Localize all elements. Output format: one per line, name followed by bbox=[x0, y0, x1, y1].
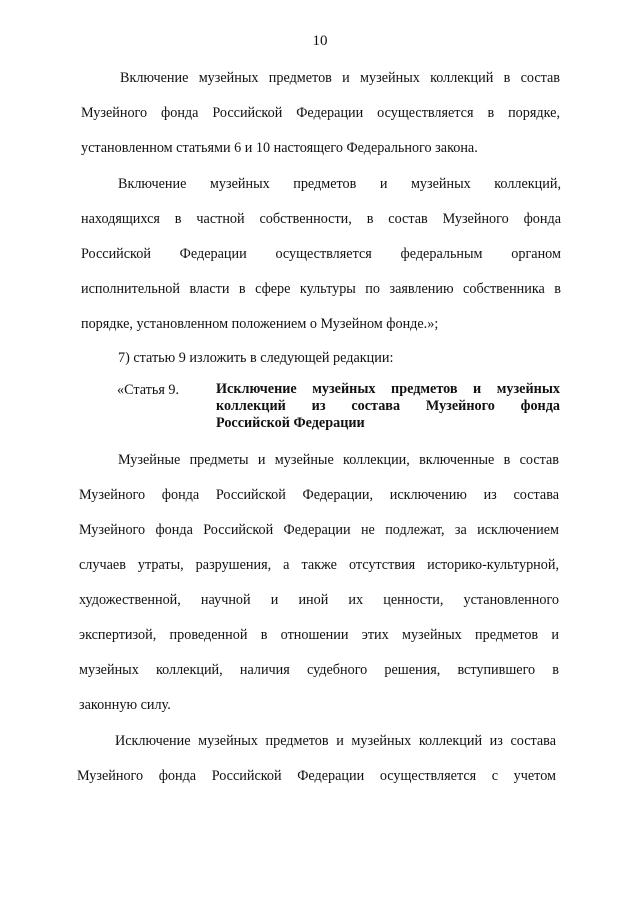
text-line: законную силу. bbox=[79, 697, 171, 713]
text-line: Российской Федерации осуществляется федеральным органом bbox=[81, 246, 561, 262]
text-line: находящихся в частной собственности, в состав Музейного фонда bbox=[81, 211, 561, 227]
text-line: исполнительной власти в сфере культуры по заявлению собственника в bbox=[81, 281, 561, 297]
text-line: музейных коллекций, наличия судебного решения, вступившего в bbox=[79, 662, 559, 678]
text-line: Музейного фонда Российской Федерации осуществляется в порядке, bbox=[81, 105, 560, 121]
article-label: «Статья 9. bbox=[117, 382, 180, 398]
text-line: экспертизой, проведенной в отношении этих музейных предметов и bbox=[79, 627, 559, 643]
text-line: художественной, научной и иной их ценности, установленного bbox=[79, 592, 559, 608]
text-line: Музейного фонда Российской Федерации, исключению из состава bbox=[79, 487, 559, 503]
article-title-line: коллекций из состава Музейного фонда bbox=[216, 398, 560, 414]
text-line: установленном статьями 6 и 10 настоящего Федерального закона. bbox=[81, 140, 478, 156]
article-title-line: Исключение музейных предметов и музейных bbox=[216, 381, 560, 397]
text-line: Исключение музейных предметов и музейных коллекций из состава bbox=[115, 733, 556, 749]
text-line: случаев утраты, разрушения, а также отсутствия историко-культурной, bbox=[79, 557, 559, 573]
page-number: 10 bbox=[312, 33, 328, 49]
text-line: Музейного фонда Российской Федерации не подлежат, за исключением bbox=[79, 522, 559, 538]
text-line: Включение музейных предметов и музейных коллекций, bbox=[118, 176, 561, 192]
article-title-line: Российской Федерации bbox=[216, 415, 365, 431]
amendment-item: 7) статью 9 изложить в следующей редакции: bbox=[118, 350, 394, 366]
text-line: Музейные предметы и музейные коллекции, включенные в состав bbox=[118, 452, 559, 468]
text-line: Музейного фонда Российской Федерации осуществляется с учетом bbox=[77, 768, 556, 784]
text-line: порядке, установленном положением о Музейном фонде.»; bbox=[81, 316, 439, 332]
text-line: Включение музейных предметов и музейных коллекций в состав bbox=[120, 70, 560, 86]
